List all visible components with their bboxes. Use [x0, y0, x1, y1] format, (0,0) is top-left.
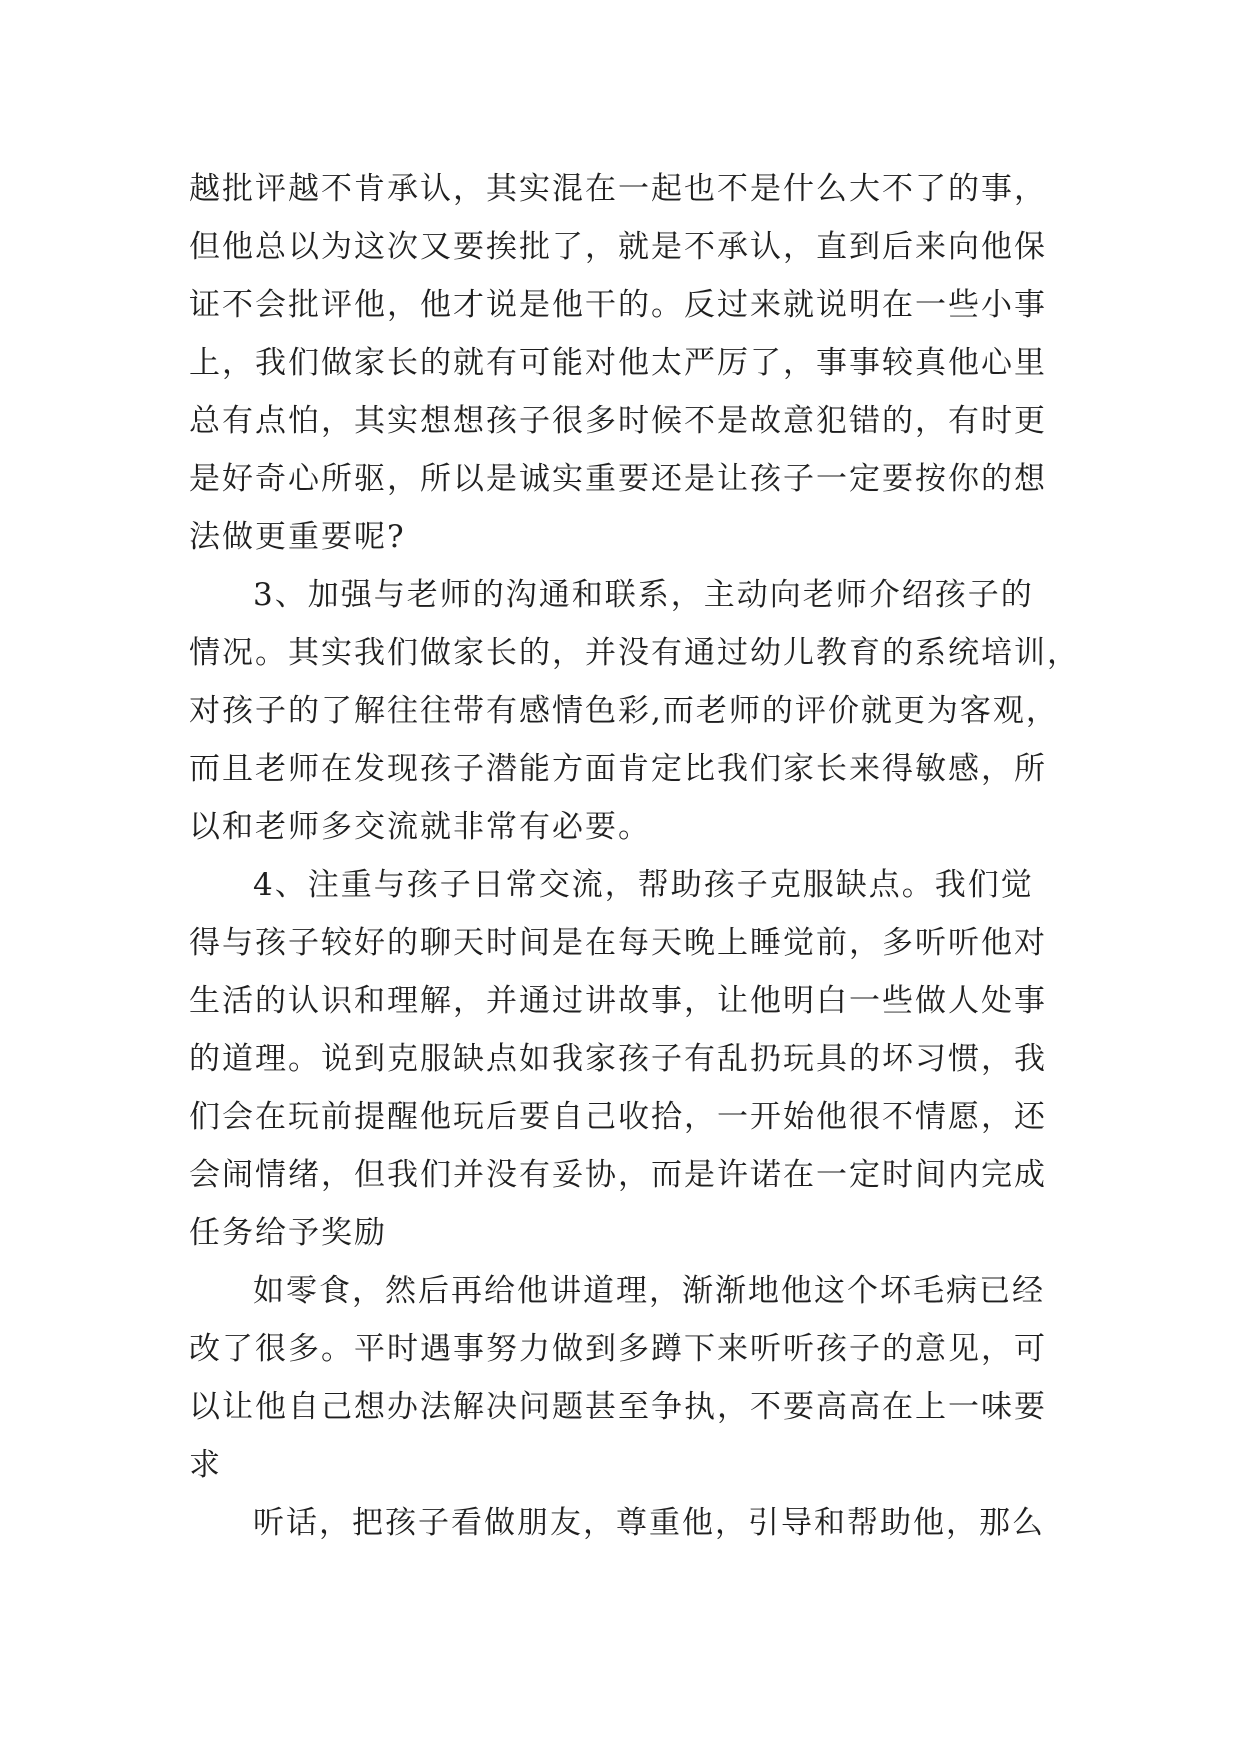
- text-line: 4、注重与孩子日常交流，帮助孩子克服缺点。我们觉: [253, 867, 1034, 903]
- text-line: 总有点怕，其实想想孩子很多时候不是故意犯错的，有时更: [189, 403, 1047, 439]
- text-line: 得与孩子较好的聊天时间是在每天晚上睡觉前，多听听他对: [189, 925, 1047, 961]
- text-line: 以和老师多交流就非常有必要。: [189, 809, 651, 845]
- text-line: 3、加强与老师的沟通和联系，主动向老师介绍孩子的: [253, 577, 1034, 613]
- paragraph: [189, 566, 1080, 856]
- paragraph: [189, 160, 1049, 566]
- text-line: 听话，把孩子看做朋友，尊重他，引导和帮助他，那么: [253, 1505, 1045, 1541]
- text-line: 如零食，然后再给他讲道理，渐渐地他这个坏毛病已经: [253, 1273, 1045, 1309]
- text-line: 任务给予奖励: [189, 1215, 387, 1251]
- text-line: 的道理。说到克服缺点如我家孩子有乱扔玩具的坏习惯，我: [189, 1041, 1047, 1077]
- text-line: 情况。其实我们做家长的，并没有通过幼儿教育的系统培训，: [189, 635, 1080, 671]
- text-line: 证不会批评他，他才说是他干的。反过来就说明在一些小事: [189, 287, 1047, 323]
- text-line: 越批评越不肯承认，其实混在一起也不是什么大不了的事，: [189, 171, 1047, 207]
- text-line: 对孩子的了解往往带有感情色彩,而老师的评价就更为客观，: [189, 693, 1059, 729]
- body-text: [189, 160, 1080, 1552]
- text-line: 但他总以为这次又要挨批了，就是不承认，直到后来向他保: [189, 229, 1047, 265]
- paragraph: [189, 1494, 1049, 1552]
- text-line: 生活的认识和理解，并通过讲故事，让他明白一些做人处事: [189, 983, 1047, 1019]
- text-line: 会闹情绪，但我们并没有妥协，而是许诺在一定时间内完成: [189, 1157, 1047, 1193]
- text-line: 法做更重要呢?: [189, 519, 406, 555]
- paragraph: [189, 856, 1049, 1262]
- text-line: 们会在玩前提醒他玩后要自己收拾，一开始他很不情愿，还: [189, 1099, 1047, 1135]
- text-line: 改了很多。平时遇事努力做到多蹲下来听听孩子的意见，可: [189, 1331, 1047, 1367]
- text-line: 上，我们做家长的就有可能对他太严厉了，事事较真他心里: [189, 345, 1047, 381]
- text-line: 求: [189, 1447, 222, 1483]
- paragraph: [189, 1262, 1049, 1494]
- text-line: 而且老师在发现孩子潜能方面肯定比我们家长来得敏感，所: [189, 751, 1047, 787]
- text-line: 以让他自己想办法解决问题甚至争执，不要高高在上一味要: [189, 1389, 1047, 1425]
- text-line: 是好奇心所驱，所以是诚实重要还是让孩子一定要按你的想: [189, 461, 1047, 497]
